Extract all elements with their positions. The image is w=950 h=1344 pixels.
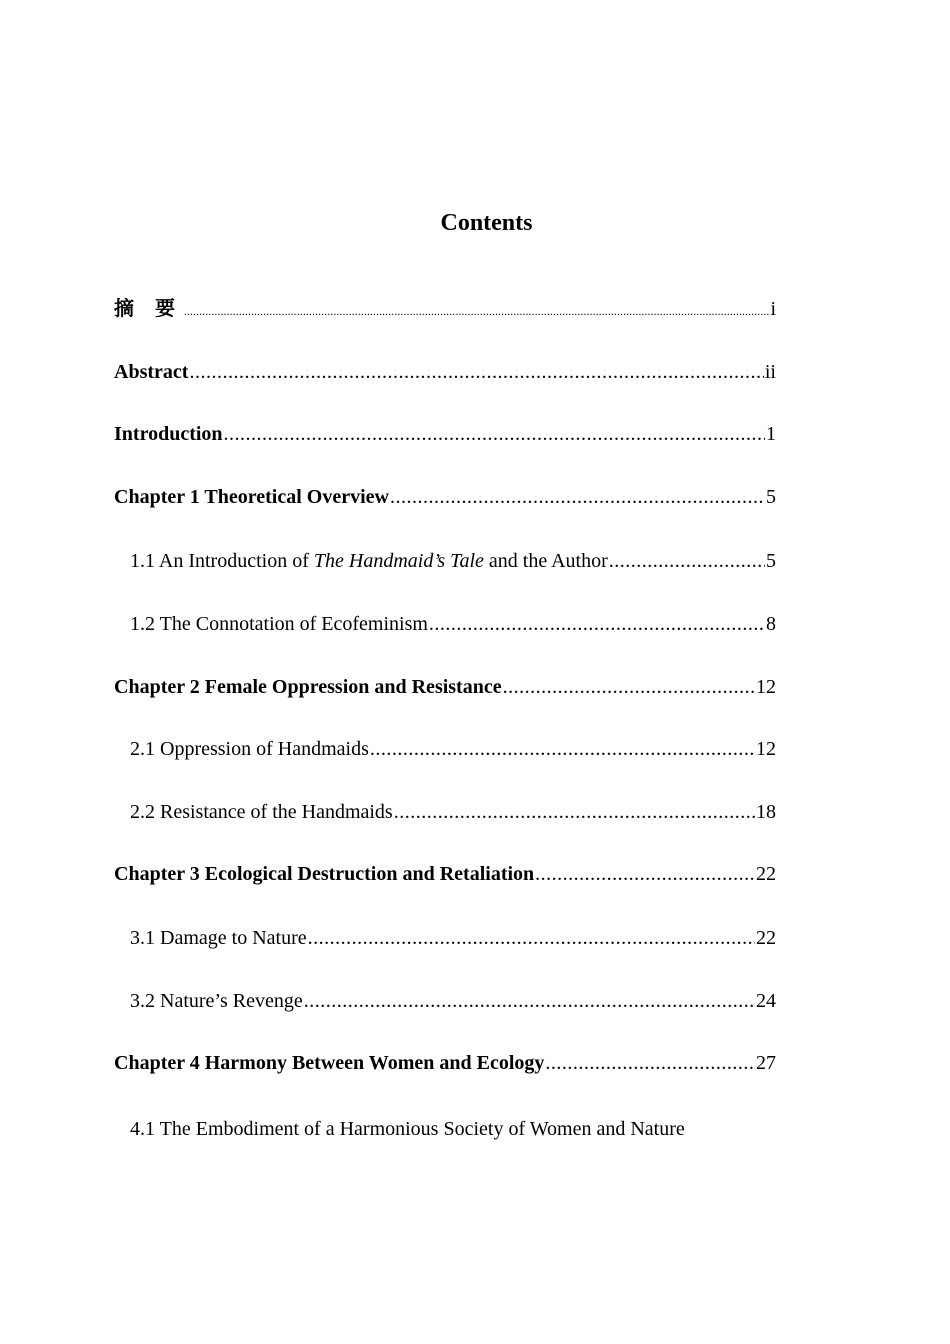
toc-entry-page: i: [770, 298, 776, 320]
toc-leader-dots: [304, 987, 755, 1015]
toc-entry-label: 1.1 An Introduction of The Handmaid’s Tale and the Author: [130, 550, 608, 572]
toc-entry-page: 12: [756, 738, 776, 760]
toc-leader-dots: [429, 610, 765, 638]
toc-entry-section-2-2[interactable]: [130, 798, 776, 826]
toc-entry-label: Chapter 1 Theoretical Overview: [114, 486, 389, 508]
toc-entry-page: 5: [766, 486, 776, 508]
toc-leader-dots: [308, 924, 755, 952]
toc-entry-label: 2.1 Oppression of Handmaids: [130, 738, 369, 760]
toc-entry-page: 8: [766, 613, 776, 635]
toc-entry-label: 2.2 Resistance of the Handmaids: [130, 801, 393, 823]
toc-entry-page: 22: [756, 927, 776, 949]
toc-entry-label: 4.1 The Embodiment of a Harmonious Society of Women and Nature: [130, 1118, 685, 1140]
toc-entry-label: Chapter 4 Harmony Between Women and Ecology: [114, 1052, 545, 1074]
toc-entry-page: 18: [756, 801, 776, 823]
toc-entry-abstract-chinese[interactable]: [114, 295, 776, 323]
toc-leader-dots: [184, 298, 769, 326]
toc-entry-page: 5: [766, 550, 776, 572]
toc-leader-dots: [394, 798, 755, 826]
toc-entry-section-1-2[interactable]: [130, 610, 776, 638]
toc-entry-section-2-1[interactable]: [130, 735, 776, 763]
toc-leader-dots: [503, 673, 755, 701]
toc-entry-chapter-3[interactable]: [114, 860, 776, 888]
toc-entry-label: 1.2 The Connotation of Ecofeminism: [130, 613, 428, 635]
toc-entry-section-3-2[interactable]: [130, 987, 776, 1015]
book-title: The Handmaid’s Tale: [313, 550, 484, 572]
toc-entry-page: 22: [756, 863, 776, 885]
toc-entry-chapter-4[interactable]: [114, 1049, 776, 1077]
toc-entry-label: 3.2 Nature’s Revenge: [130, 990, 303, 1012]
toc-entry-label: Abstract: [114, 361, 189, 383]
toc-leader-dots: [609, 547, 765, 575]
toc-entry-label: Chapter 3 Ecological Destruction and Retaliation: [114, 863, 535, 885]
toc-leader-dots: [189, 358, 763, 386]
toc-entry-label: Introduction: [114, 423, 223, 445]
toc-entry-abstract[interactable]: [114, 358, 776, 386]
toc-entry-section-4-1[interactable]: [130, 1115, 776, 1143]
toc-entry-chapter-1[interactable]: [114, 483, 776, 511]
toc-entry-page: 1: [766, 423, 776, 445]
toc-entry-page: 27: [756, 1052, 776, 1074]
toc-leader-dots: [224, 420, 765, 448]
toc-leader-dots: [390, 483, 765, 511]
toc-entry-page: 12: [756, 676, 776, 698]
toc-entry-section-1-1[interactable]: [130, 547, 776, 575]
toc-entry-label: 摘 要: [114, 298, 183, 320]
page-title: Contents: [440, 210, 533, 236]
toc-leader-dots: [370, 735, 755, 763]
toc-entry-section-3-1[interactable]: [130, 924, 776, 952]
toc-entry-page: 24: [756, 990, 776, 1012]
toc-leader-dots: [535, 860, 755, 888]
toc-entry-label: 3.1 Damage to Nature: [130, 927, 307, 949]
toc-entry-page: ii: [764, 361, 776, 383]
toc-entry-label: Chapter 2 Female Oppression and Resistance: [114, 676, 502, 698]
toc-entry-chapter-2[interactable]: [114, 673, 776, 701]
toc-leader-dots: [545, 1049, 755, 1077]
toc-entry-introduction[interactable]: [114, 420, 776, 448]
